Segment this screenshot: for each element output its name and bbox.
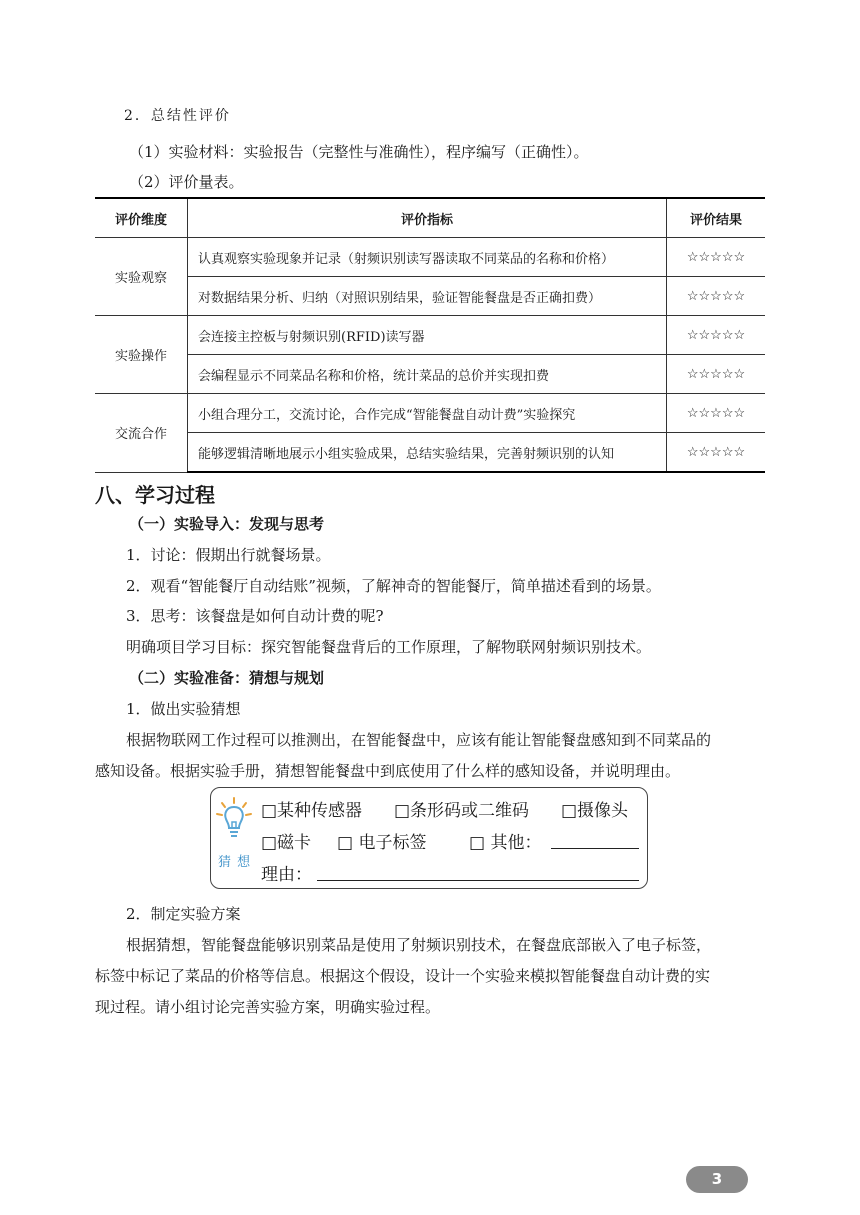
- indicator-cell: 能够逻辑清晰地展示小组实验成果，总结实验结果，完善射频识别的认知: [188, 433, 667, 473]
- rating-stars: ☆☆☆☆☆: [667, 394, 766, 433]
- option-camera-checkbox[interactable]: □摄像头: [561, 801, 629, 821]
- dimension-cell: 实验操作: [95, 316, 188, 394]
- table-row: [95, 316, 765, 355]
- part2-paragraph-1-line-2: 感知设备。根据实验手册，猜想智能餐盘中到底使用了什么样的感知设备，并说明理由。: [95, 762, 681, 780]
- option-sensor-checkbox[interactable]: □某种传感器: [261, 801, 363, 821]
- rating-stars: ☆☆☆☆☆: [667, 355, 766, 394]
- summative-heading: 2．总结性评价: [124, 108, 231, 124]
- reason-label: 理由：: [261, 865, 312, 885]
- lightbulb-icon: [214, 796, 254, 844]
- summative-item-2: （2）评价量表。: [129, 173, 244, 191]
- table-header-result: 评价结果: [667, 198, 766, 238]
- indicator-cell: 会编程显示不同菜品名称和价格，统计菜品的总价并实现扣费: [188, 355, 667, 394]
- dimension-cell: 交流合作: [95, 394, 188, 473]
- reason-answer-line[interactable]: [317, 880, 639, 881]
- option-electronic-tag-checkbox[interactable]: □ 电子标签: [337, 833, 427, 853]
- part1-item-1: 1．讨论：假期出行就餐场景。: [126, 546, 331, 564]
- indicator-cell: 对数据结果分析、归纳（对照识别结果，验证智能餐盘是否正确扣费）: [188, 277, 667, 316]
- part1-item-3: 3．思考：该餐盘是如何自动计费的呢?: [126, 607, 384, 625]
- option-other-checkbox[interactable]: □ 其他：: [469, 833, 542, 853]
- part2-step-2: 2．制定实验方案: [126, 905, 241, 923]
- guess-label: 猜 想: [218, 855, 252, 870]
- indicator-cell: 认真观察实验现象并记录（射频识别读写器读取不同菜品的名称和价格）: [188, 238, 667, 277]
- table-row: [95, 238, 765, 277]
- part1-goal: 明确项目学习目标：探究智能餐盘背后的工作原理，了解物联网射频识别技术。: [126, 638, 652, 656]
- rating-stars: ☆☆☆☆☆: [667, 316, 766, 355]
- table-row: [95, 355, 765, 394]
- table-row: [95, 277, 765, 316]
- rating-stars: ☆☆☆☆☆: [667, 433, 766, 473]
- indicator-cell: 会连接主控板与射频识别(RFID)读写器: [188, 316, 667, 355]
- table-header-row: [95, 198, 765, 238]
- part2-title: （二）实验准备：猜想与规划: [129, 669, 325, 687]
- dimension-cell: 实验观察: [95, 238, 188, 316]
- part2-paragraph-2-line-2: 标签中标记了菜品的价格等信息。根据这个假设，设计一个实验来模拟智能餐盘自动计费的实: [95, 967, 711, 985]
- table-row: [95, 433, 765, 473]
- part2-paragraph-2-line-3: 现过程。请小组讨论完善实验方案，明确实验过程。: [95, 998, 441, 1016]
- option-magnetic-card-checkbox[interactable]: □磁卡: [261, 833, 312, 853]
- summative-item-1: （1）实验材料：实验报告（完整性与准确性），程序编写（正确性）。: [129, 143, 589, 161]
- rating-stars: ☆☆☆☆☆: [667, 238, 766, 277]
- other-answer-line[interactable]: [551, 848, 639, 849]
- section-title: 八、学习过程: [95, 483, 215, 507]
- part2-step-1: 1．做出实验猜想: [126, 700, 241, 718]
- part2-paragraph-2-line-1: 根据猜想，智能餐盘能够识别菜品是使用了射频识别技术，在餐盘底部嵌入了电子标签，: [126, 936, 712, 954]
- evaluation-table: [95, 197, 765, 473]
- table-header-dimension: 评价维度: [95, 198, 188, 238]
- page-number: 3: [686, 1166, 748, 1193]
- guess-box: [210, 787, 648, 889]
- table-row: [95, 394, 765, 433]
- option-barcode-checkbox[interactable]: □条形码或二维码: [394, 801, 530, 821]
- indicator-cell: 小组合理分工，交流讨论，合作完成“智能餐盘自动计费”实验探究: [188, 394, 667, 433]
- part2-paragraph-1-line-1: 根据物联网工作过程可以推测出，在智能餐盘中，应该有能让智能餐盘感知到不同菜品的: [126, 731, 712, 749]
- table-header-indicator: 评价指标: [188, 198, 667, 238]
- part1-item-2: 2．观看“智能餐厅自动结账”视频，了解神奇的智能餐厅，简单描述看到的场景。: [126, 577, 661, 595]
- part1-title: （一）实验导入：发现与思考: [129, 515, 325, 533]
- rating-stars: ☆☆☆☆☆: [667, 277, 766, 316]
